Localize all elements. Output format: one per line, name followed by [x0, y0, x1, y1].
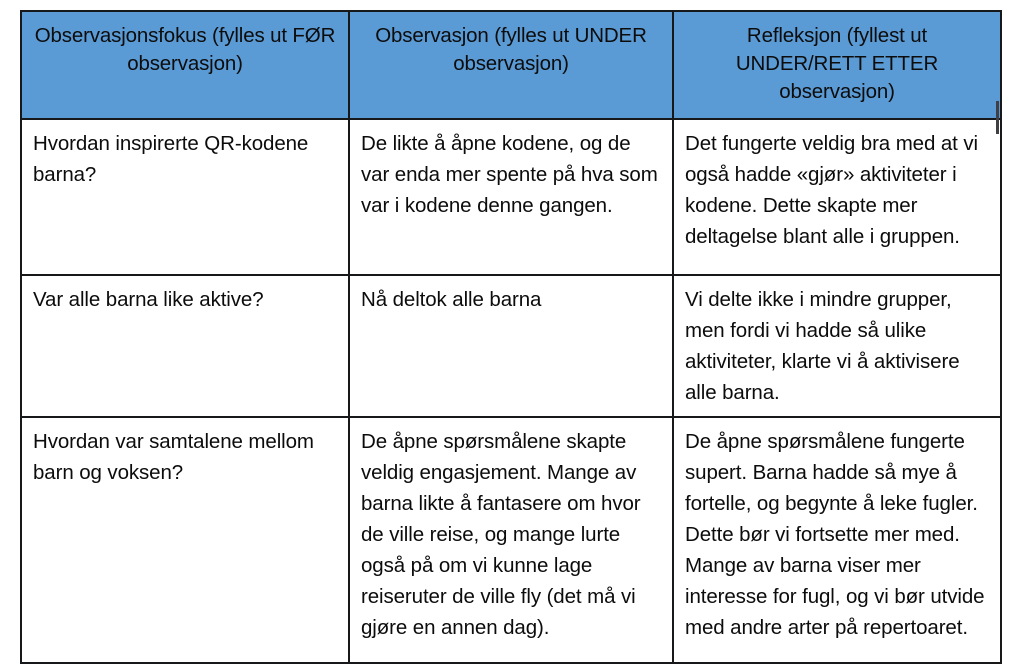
cell-observasjon	[349, 119, 673, 275]
observation-reflection-table	[20, 10, 1002, 664]
table-row	[21, 119, 1001, 275]
cell-fokus	[21, 275, 349, 417]
cell-fokus	[21, 417, 349, 663]
cell-text: Hvordan var samtalene mellom barn og voksen?	[33, 430, 314, 484]
cell-observasjon	[349, 417, 673, 663]
header-row	[21, 11, 1001, 119]
cell-text: Var alle barna like aktive?	[33, 288, 264, 311]
table-body	[21, 119, 1001, 663]
cell-text: De åpne spørsmålene fungerte supert. Barna hadde så mye å fortelle, og begynte å leke fugler. Dette bør vi fortsette mer med. Mange av barna viser mer interesse for fugl, og vi bør utvide med andre arter på repertoaret.	[685, 430, 985, 639]
table-row	[21, 275, 1001, 417]
cell-text: Hvordan inspirerte QR-kodene barna?	[33, 132, 309, 186]
cell-text: De åpne spørsmålene skapte veldig engasjement. Mange av barna likte å fantasere om hvor de ville reise, og mange lurte også på om vi kunne lage reiseruter de ville fly (det må vi gjøre en annen dag).	[361, 430, 641, 639]
cell-refleksjon	[673, 275, 1001, 417]
cell-fokus	[21, 119, 349, 275]
cell-observasjon	[349, 275, 673, 417]
column-header-label: Observasjonsfokus (fylles ut FØR observasjon)	[34, 24, 336, 75]
text-caret-artifact	[996, 101, 999, 134]
table-header	[21, 11, 1001, 119]
cell-text: Nå deltok alle barna	[361, 288, 542, 311]
cell-text: Vi delte ikke i mindre grupper, men fordi vi hadde så ulike aktiviteter, klarte vi å aktivisere alle barna.	[685, 288, 960, 404]
column-header-observasjonsfokus	[21, 11, 349, 119]
cell-text: De likte å åpne kodene, og de var enda mer spente på hva som var i kodene denne gangen.	[361, 132, 658, 217]
column-header-label: Observasjon (fylles ut UNDER observasjon)	[375, 24, 647, 75]
cell-refleksjon	[673, 417, 1001, 663]
column-header-observasjon	[349, 11, 673, 119]
table-row	[21, 417, 1001, 663]
cell-text: Det fungerte veldig bra med at vi også hadde «gjør» aktiviteter i kodene. Dette skapte mer deltagelse blant alle i gruppen.	[685, 132, 978, 248]
column-header-label: Refleksjon (fyllest ut UNDER/RETT ETTER observasjon)	[735, 24, 939, 103]
cell-refleksjon	[673, 119, 1001, 275]
column-header-refleksjon	[673, 11, 1001, 119]
